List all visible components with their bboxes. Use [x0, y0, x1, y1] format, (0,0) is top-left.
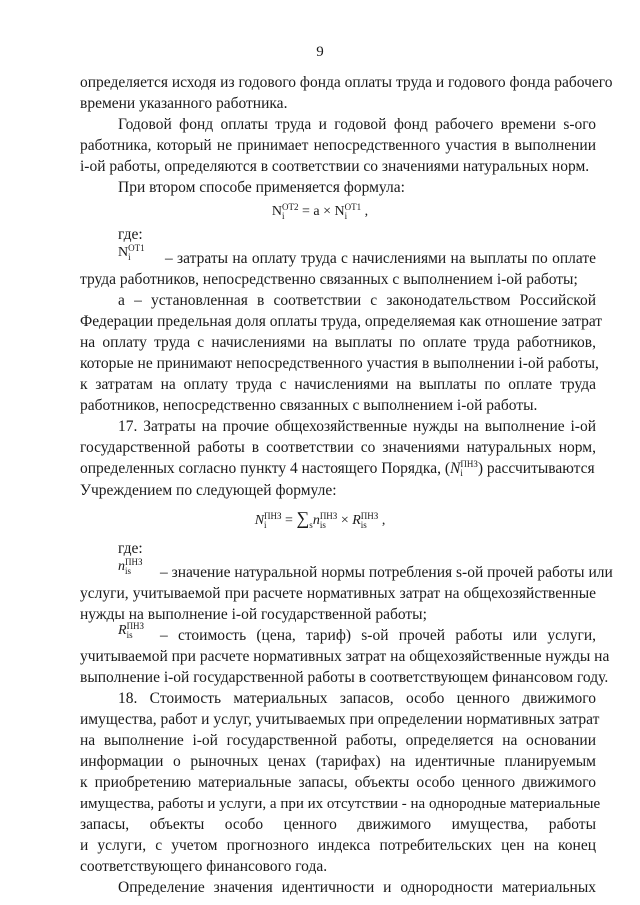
where-label: где: — [118, 226, 143, 243]
paragraph-line: имущества, работы и услуги, а при их отсутствии - на однородные материальные — [80, 796, 601, 812]
paragraph-line: учитываемой при расчете нормативных затрат на общехозяйственные нужды на — [80, 648, 610, 665]
paragraph-line: на выполнение i-ой государственной работы, определяется на основании — [80, 732, 596, 749]
paragraph-line: нужды на выполнение i-ой государственной работы; — [80, 606, 427, 623]
paragraph-line: которые не принимают непосредственного участия в выполнении i-ой работы, — [80, 355, 599, 372]
paragraph-line: имущества, работ и услуг, учитываемых при определении нормативных затрат — [80, 711, 600, 728]
inline-formula-npnz: (NПНЗ i ) — [444, 459, 484, 479]
paragraph-line: работников, непосредственно связанных с выполнением i-ой работы. — [80, 397, 538, 414]
paragraph-line: – значение натуральной нормы потребления s-ой прочей работы или — [160, 564, 613, 581]
paragraph-line: a – установленная в соответствии с законодательством Российской — [118, 292, 596, 309]
paragraph-line: выполнение i-ой государственной работы в соответствующем финансовом году. — [80, 669, 609, 686]
paragraph-line: на оплату труда с начислениями на выплаты по оплате труда работников, — [80, 334, 596, 351]
page-number: 9 — [316, 44, 324, 60]
paragraph-line: При втором способе применяется формула: — [118, 179, 405, 196]
paragraph-line: 18. Стоимость материальных запасов, особо ценного движимого — [118, 690, 596, 707]
symbol-n-is: nПНЗ is — [118, 557, 143, 576]
paragraph-line: Федерации предельная доля оплаты труда, определяемая как отношение затрат — [80, 313, 603, 330]
paragraph-line: определяется исходя из годового фонда оплаты труда и годового фонда рабочего — [80, 74, 613, 91]
where-label: где: — [118, 540, 143, 557]
formula-npnz: NПНЗ $i = \sum_snПНЗ$ is × RПНЗ is , — [254, 508, 386, 530]
paragraph-line: информации о рыночных ценах (тарифах) на идентичные планируемым — [80, 753, 596, 770]
paragraph-line: Определение значения идентичности и однородности материальных — [118, 879, 596, 896]
paragraph-line: и услуги, с учетом прогнозного индекса потребительских цен на конец — [80, 837, 596, 854]
symbol-not1: NОТ1 i — [118, 243, 145, 262]
paragraph-line: i-ой работы, определяются в соответствии со значениями натуральных норм. — [80, 158, 590, 175]
paragraph-line: – стоимость (цена, тариф) s-ой прочей работы или услуги, — [160, 627, 596, 644]
paragraph-line: запасы, объекты особо ценного движимого имущества, работы — [80, 816, 596, 833]
paragraph-line: – затраты на оплату труда с начислениями на выплаты по оплате — [165, 250, 596, 267]
paragraph-line: соответствующего финансового года. — [80, 858, 328, 875]
paragraph-line: времени указанного работника. — [80, 95, 288, 112]
paragraph-line: к приобретению материальные запасы, объекты особо ценного движимого — [80, 774, 596, 791]
paragraph-line: Учреждением по следующей формуле: — [80, 482, 337, 499]
paragraph-line: 17. Затраты на прочие общехозяйственные нужды на выполнение i-ой — [118, 418, 596, 435]
paragraph-line: услуги, учитываемой при расчете нормативных затрат на общехозяйственные — [80, 585, 596, 602]
paragraph-line: работника, который не принимает непосредственного участия в выполнении — [80, 137, 596, 154]
paragraph-line: государственной работы в соответствии со значениями натуральных норм, — [80, 439, 596, 456]
paragraph-line: Годовой фонд оплаты труда и годовой фонд рабочего времени s-ого — [118, 116, 596, 133]
paragraph-line: определенных согласно пункту 4 настоящего Порядка, (NПНЗ i ) рассчитываются — [80, 459, 595, 479]
paragraph-line: к затратам на оплату труда с начислениями на выплаты по оплате труда — [80, 376, 596, 393]
paragraph-line: труда работников, непосредственно связанных с выполнением i-ой работы; — [80, 271, 578, 288]
symbol-r-is: RПНЗ is — [118, 621, 145, 640]
formula-not2: NОТ2 i = a × NОТ1 i , — [271, 202, 369, 221]
